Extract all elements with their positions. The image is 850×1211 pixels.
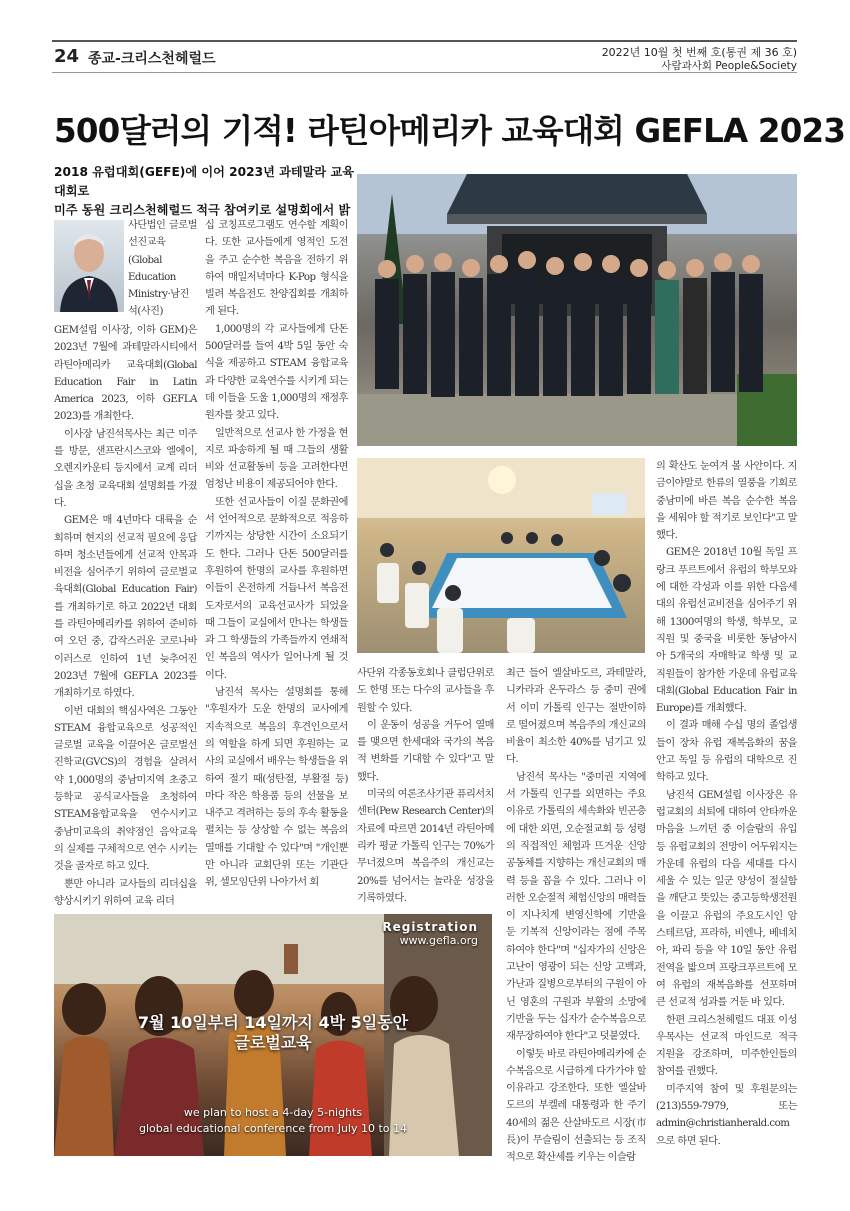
paragraph: GEM설립 이사장, 이하 GEM)은 2023년 7월에 과테말라시티에서 라틴아메리카 교육대회(Global Education Fair in Latin America 2023, 이하 GEFLA 2023)를 개최한다.: [54, 325, 197, 423]
paragraph: 일반적으로 선교사 한 가정을 현지로 파송하게 될 때 그들의 생활비와 선교활동비 등을 고려한다면 엄청난 비용이 제공되어야 한다.: [205, 427, 348, 491]
registration-label: Registration: [382, 920, 478, 934]
article-column-1: [128, 217, 197, 321]
top-rule: [52, 40, 797, 42]
paragraph: 남진석 GEM설립 이사장은 유럽교회의 쇠퇴에 대하여 안타까운 마음을 느끼던 중 이슬람의 유입 등 유럽교회의 전망이 어두워지는 가운데 유럽의 다음 세대를 다시 세울 수 있는 일군 양성이 절실함을 깨닫고 뜻있는 중고등학생전원을 이끌고 유럽의 주요도시인 암스테르담, 프라하, 비엔나, 베네치아, 파리 등을 약 10일 동안 유럽전역을 밟으며 프랑크푸르트에 모여 유럽의 재복음화를 선포하며 큰 선교적 성과를 거둔 바 있다.: [656, 789, 797, 1009]
paragraph: 뿐만 아니라 교사들의 리더십을 향상시키기 위하여 교육 리더: [54, 878, 197, 907]
headline: 500달러의 기적! 라틴아메리카 교육대회 GEFLA 2023: [54, 112, 846, 150]
paragraph: 미주지역 참여 및 후원문의는 (213)559-7979, 또는 admin@christianherald.com 으로 하면 된다.: [656, 1083, 797, 1147]
banner-korean-line-2: 글로벌교육: [234, 1033, 312, 1052]
paragraph: 이렇듯 바로 라틴아메리카에 순수복음으로 시급하게 다가가야 할 이유라고 강조한다. 또한 엘살바도르의 부켈레 대통령과 한 주기 40세의 젊은 산살바도르 시장(市長)이 무슬림이 선출되는 등 조직적으로 확산세를 키우는 이슬람: [506, 1048, 646, 1164]
paragraph: 또한 선교사들이 이질 문화권에서 언어적으로 문화적으로 적응하기까지는 상당한 시간이 소요되기도 한다. 그러나 단돈 500달러를 후원하여 한명의 교사를 후원하면 이들이 온전하게 거듭나서 복음전도자로서의 교육선교사가 되었을 때 그들이 교실에서 만나는 학생들과 그 학생들의 가족들까지 연쇄적인 복음의 역사가 일어나게 될 것이다.: [205, 496, 348, 681]
paragraph: 사단위 각종동호회나 클럽단위로도 한명 또는 다수의 교사들을 후원할 수 있다.: [357, 668, 494, 714]
page-number: 24: [54, 46, 80, 67]
conference-scene-icon: [357, 458, 645, 653]
paragraph: 이 운동이 성공을 거두어 열매를 맺으면 한세대와 국가의 복음적 변화를 기대할 수 있다"고 말했다.: [357, 719, 494, 783]
paragraph: 이 결과 매해 수십 명의 졸업생들이 장차 유럽 재복음화의 꿈을 안고 독일 등 유럽의 대학으로 진학하고 있다.: [656, 720, 797, 784]
paragraph: 이사장 남진석목사는 최근 미주를 방문, 샌프란시스코와 엘에이, 오렌지카운티 등지에서 교계 리더십을 초청 교육대회 설명회를 가졌다.: [54, 428, 197, 509]
event-banner: [54, 914, 492, 1156]
paragraph: 남진석 목사는 "중미권 지역에서 가톨릭 인구를 외면하는 주요 이유로 가톨릭의 세속화와 빈곤층에 대한 외면, 오순절교회 등 성령의 직접적인 체험과 뜨거운 신앙공동체를 지향하는 개신교회의 매력 등을 꼽을 수 있다. 그러나 이러한 오순절적 체험신앙의 매력들이 지나치게 변영신학에 기반을 둔 기복적 신앙이라는 점에 주목하여야 한다"며 "십자가의 신앙은 고난이 영광이 되는 신앙 고백과, 가난과 질병으로부터의 구원이 아닌 영혼의 구원과 부활의 소망에 기반을 두는 십자가 순수복음으로 재무장하여야 한다"고 덧붙였다.: [506, 771, 646, 1043]
group-scene-icon: [357, 174, 797, 446]
paragraph: 십 코칭프로그램도 연수할 계획이다. 또한 교사들에게 영적인 도전을 주고 순수한 복음을 전하기 위하여 매일저녁마다 K-Pop 형식을 빌려 복음전도 찬양집회를 개최하게 된다.: [205, 220, 348, 318]
paragraph: 최근 들어 엘살바도르, 과테말라, 니카라과 온두라스 등 중미 권에서 이미 가톨릭 인구는 절반이하로 떨어졌으며 복음주의 개신교의 비율이 최소한 40%를 넘기고 있다.: [506, 668, 646, 766]
banner-english-line-2: global educational conference from July 10 to 14: [138, 1122, 408, 1135]
portrait-photo: [54, 220, 124, 312]
banner-korean-line-1: 7월 10일부터 14일까지 4박 5일동안: [137, 1013, 409, 1032]
issue-section: 사람과사회 People&Society: [661, 60, 797, 72]
paragraph: GEM은 매 4년마다 대륙을 순회하며 현지의 선교적 필요에 응답하며 청소년들에게 선교적 안목과 비전을 심어주기 위하여 글로벌교육대회(Global Education Fair)를 개최하기로 하고 2022년 대회를 라틴아메리카를 위하여 준비하여 오던 중, 갑작스러운 코로나바이러스로 인하여 1년 늦추어진 2023년 7월에 GEFLA 2023를 개최하기로 하였다.: [54, 515, 197, 700]
article-column-2: [205, 217, 348, 892]
section-title: 종교-크리스천헤럴드: [88, 51, 216, 67]
paragraph: 이번 대회의 핵심사역은 그동안 STEAM 융합교육으로 성공적인 글로벌 교육을 이끌어온 글로벌선진학교(GVCS)의 경험을 살려서 약 1,000명의 중남미지역 초중고등학교 공식교사들을 초청하여 STEAM융합교육을 연수시키고 중남미교육의 취약점인 음악교육의 실제를 구체적으로 연수 시키는 것을 골자로 하고 있다.: [54, 705, 197, 873]
paragraph: 의 확산도 눈여겨 볼 사안이다. 지금이야말로 한류의 열풍을 기회로 중남미에 바른 복음 순수한 복음을 세워야 할 적기로 보인다"고 말했다.: [656, 461, 797, 542]
paragraph: 한편 크리스천헤럴드 대표 이성우목사는 선교적 마인드로 적극 지원을 강조하며, 미주한인들의 참여를 권했다.: [656, 1014, 797, 1078]
article-column-5: [656, 458, 797, 1150]
portrait-figure-icon: [54, 220, 124, 312]
subhead-line-1: 2018 유럽대회(GEFE)에 이어 2023년 과테말라 교육대회로: [54, 165, 354, 198]
paragraph: 미국의 여론조사기관 퓨리서치센터(Pew Research Center)의 자료에 따르면 2014년 라틴아메리카 평균 가톨릭 인구는 70%가 무너졌으며 복음주의 개신교는 20%를 넘어서는 놀라운 성장을 기록하였다.: [357, 789, 494, 904]
article-column-1-body: [54, 322, 197, 910]
sub-rule: [52, 72, 797, 73]
article-column-4: [506, 665, 646, 1167]
subhead-line-2: 미주 동원 크리스천헤럴드 적극 참여키로 설명회에서 밝: [54, 203, 351, 217]
paragraph: 1,000명의 각 교사들에게 단돈 500달러를 들여 4박 5일 동안 숙식을 제공하고 STEAM 융합교육과 다양한 교육연수를 시키게 되는데 이들을 도울 1,000명의 재정후원자를 찾고 있다.: [205, 323, 348, 422]
portrait-caption: 사단법인 글로벌선진교육(Global Education Ministry·남진석(사진): [128, 220, 197, 318]
paragraph: 남진석 목사는 설명회를 통해 "후원자가 도운 한명의 교사에게 지속적으로 복음의 후견인으로서의 역할을 하게 되면 후원하는 교사의 교실에서 배우는 학생들을 위하여 절기 때(성탄절, 부활절 등) 마다 작은 학용품 등의 선물을 보내주고 격려하는 등의 후속 활동을 펼치는 등 상상할 수 없는 복음의 열매를 기대할 수 있다"며 "개인뿐만 아니라 교회단위 또는 기관단위, 셀모임단위 나아가서 회: [205, 687, 348, 889]
registration-url[interactable]: www.gefla.org: [399, 934, 478, 947]
issue-info: 2022년 10월 첫 번째 호(통권 제 36 호): [601, 46, 797, 59]
paragraph: GEM은 2018년 10월 독일 프랑크 푸르트에서 유럽의 학부모와 에 대한 각성과 이를 위한 다음세대의 유럽선교비전을 심어주기 위해 1300여명의 학생, 학부모, 교직원 및 중국을 비롯한 동남아시아 5개국의 자매학교 학생 및 교직원들이 참가한 가운데 유럽교육대회(Global Education Fair in Europe)를 개최했다.: [656, 547, 797, 715]
banner-english-line-1: we plan to host a 4-day 5-nights: [183, 1106, 363, 1119]
conference-photo: [357, 458, 645, 653]
group-photo: [357, 174, 797, 446]
article-column-3: [357, 665, 494, 907]
